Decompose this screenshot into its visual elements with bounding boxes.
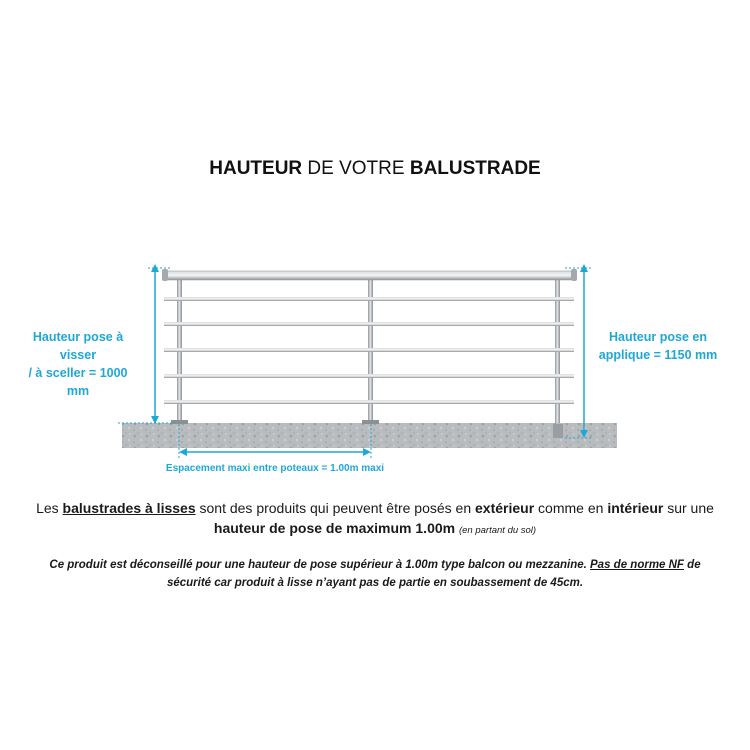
left-height-label: [18, 328, 138, 400]
rail-1: [164, 297, 574, 301]
desc-from-ground: (en partant du sol): [458, 525, 537, 536]
warning-text-1: Ce produit est déconseillé pour une hauteur de pose supérieur à 1.00m type balcon ou mezzanine.: [49, 559, 591, 571]
title-part-middle: DE VOTRE: [302, 158, 410, 179]
desc-max-height: hauteur de pose de maximum 1.00m: [213, 520, 456, 536]
title-part-balustrade: BALUSTRADE: [409, 158, 541, 179]
right-height-label: [588, 328, 728, 364]
desc-exterieur: extérieur: [475, 500, 535, 516]
title-part-hauteur: HAUTEUR: [209, 158, 303, 179]
desc-text-2: sont des produits qui peuvent être posés en: [195, 500, 476, 516]
rail-3: [164, 348, 574, 352]
handrail-end-left: [162, 269, 168, 281]
left-height-label-line1: Hauteur pose à visser: [32, 330, 124, 362]
spacing-label: Espacement maxi entre poteaux = 1.00m maxi: [165, 463, 385, 474]
rail-2: [164, 322, 574, 326]
base-plate-middle: [362, 420, 379, 424]
left-height-label-line2: / à sceller = 1000 mm: [28, 366, 128, 398]
wall-bracket-right: [553, 424, 563, 438]
warning-paragraph: [30, 556, 720, 592]
desc-text-1: Les: [36, 500, 63, 516]
base-plate-left: [171, 420, 188, 424]
rail-5: [164, 400, 574, 404]
desc-text-3: comme en: [534, 500, 608, 516]
handrail: [164, 271, 574, 280]
desc-balustrades-a-lisses: balustrades à lisses: [62, 500, 196, 516]
desc-text-4: sur une: [663, 500, 714, 516]
handrail-end-right: [571, 269, 577, 281]
warning-norme-nf: Pas de norme NF: [590, 559, 684, 571]
warning-text-2: de sécurité car produit à lisse n’ayant pas de partie en soubassement de 45cm.: [166, 559, 701, 589]
rail-4: [164, 374, 574, 378]
right-height-label-line1: Hauteur pose en: [609, 330, 707, 344]
ground-slab: [122, 423, 617, 448]
desc-interieur: intérieur: [607, 500, 664, 516]
right-height-label-line2: applique = 1150 mm: [598, 348, 718, 362]
description-paragraph: [30, 498, 720, 541]
